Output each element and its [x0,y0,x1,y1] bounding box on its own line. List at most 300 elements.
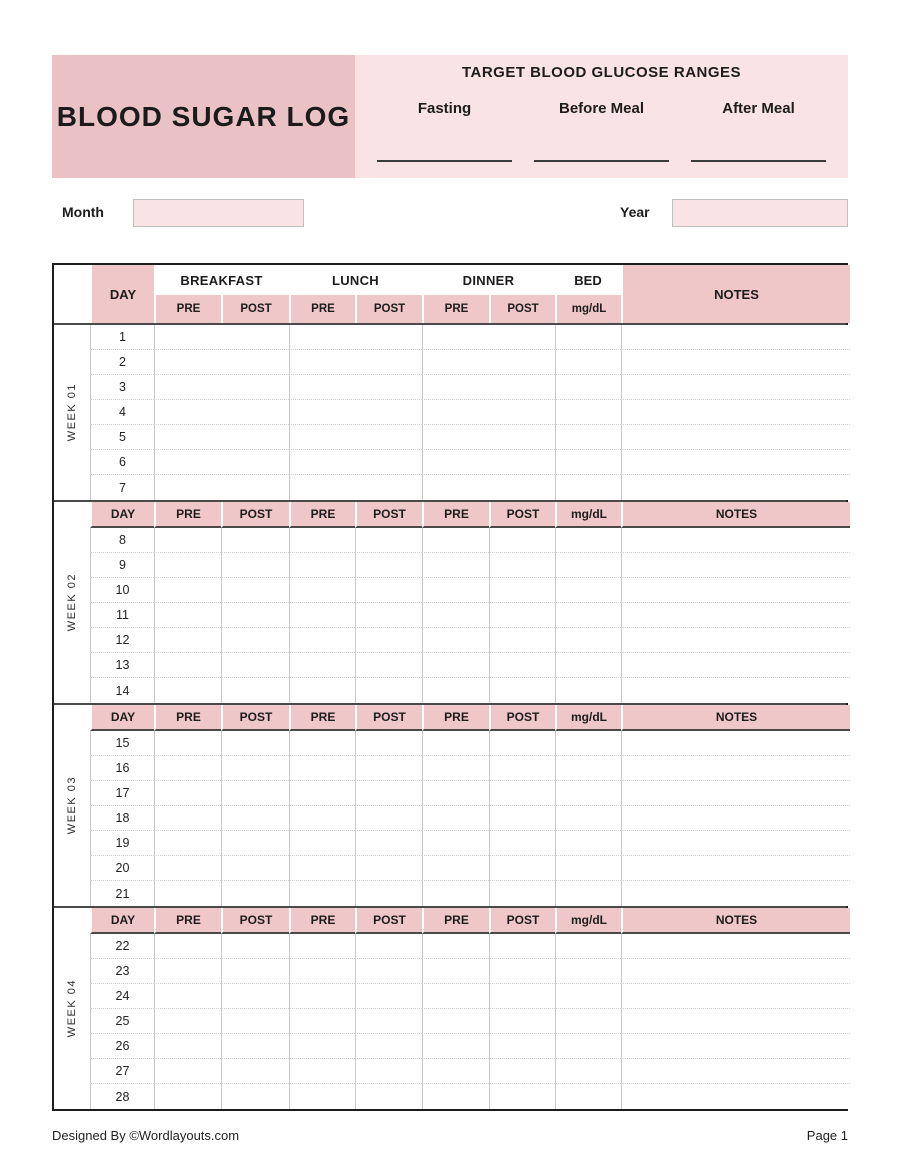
day-cell: 17 [90,781,154,806]
dinner-post-header: POST [489,295,555,323]
day-cell: 16 [90,756,154,781]
dinner-pre-cell[interactable] [422,756,489,781]
notes-entry-cell[interactable] [621,806,850,831]
breakfast-post-cell[interactable] [221,781,289,806]
dinner-pre-cell[interactable] [422,881,489,906]
page-number: Page 1 [806,1128,848,1143]
dinner-post-cell[interactable] [489,806,555,831]
breakfast-entry-cell[interactable] [154,350,289,375]
day-cell: 27 [90,1059,154,1084]
band-lunch-pre-label: PRE [289,502,355,528]
notes-entry-cell[interactable] [621,400,850,425]
lunch-entry-cell[interactable] [289,450,422,475]
band-breakfast-post-label: POST [221,502,289,528]
band-breakfast-pre-label: PRE [154,908,221,934]
day-cell: 12 [90,628,154,653]
day-cell: 23 [90,959,154,984]
breakfast-pre-cell[interactable] [154,1034,221,1059]
dinner-post-cell[interactable] [489,653,555,678]
notes-entry-cell[interactable] [621,934,850,959]
lunch-post-cell[interactable] [355,806,422,831]
lunch-pre-cell[interactable] [289,678,355,703]
page-footer [52,1128,848,1143]
dinner-post-cell[interactable] [489,553,555,578]
lunch-pre-cell[interactable] [289,553,355,578]
lunch-pre-cell[interactable] [289,881,355,906]
breakfast-pre-cell[interactable] [154,528,221,553]
bed-entry-cell[interactable] [555,856,621,881]
after-meal-label: After Meal [722,100,795,117]
lunch-post-cell[interactable] [355,831,422,856]
lunch-pre-cell[interactable] [289,984,355,1009]
breakfast-entry-cell[interactable] [154,400,289,425]
dinner-post-cell[interactable] [489,1009,555,1034]
target-ranges-title: TARGET BLOOD GLUCOSE RANGES [461,64,742,81]
bed-entry-cell[interactable] [555,653,621,678]
lunch-entry-cell[interactable] [289,425,422,450]
breakfast-pre-cell[interactable] [154,959,221,984]
day-cell: 9 [90,553,154,578]
band-breakfast-pre-label: PRE [154,502,221,528]
lunch-pre-cell[interactable] [289,731,355,756]
notes-entry-cell[interactable] [621,831,850,856]
bed-entry-cell[interactable] [555,425,621,450]
day-cell: 3 [90,375,154,400]
lunch-post-cell[interactable] [355,603,422,628]
week-label-cell [54,705,90,906]
dinner-pre-cell[interactable] [422,959,489,984]
dinner-post-cell[interactable] [489,678,555,703]
notes-entry-cell[interactable] [621,1059,850,1084]
notes-entry-cell[interactable] [621,375,850,400]
week-block [54,703,846,906]
breakfast-pre-cell[interactable] [154,934,221,959]
breakfast-post-cell[interactable] [221,1059,289,1084]
day-cell: 6 [90,450,154,475]
bed-entry-cell[interactable] [555,603,621,628]
lunch-post-cell[interactable] [355,731,422,756]
breakfast-pre-cell[interactable] [154,553,221,578]
breakfast-post-cell[interactable] [221,881,289,906]
breakfast-post-cell[interactable] [221,603,289,628]
log-table [52,263,848,1111]
bed-entry-cell[interactable] [555,756,621,781]
dinner-post-cell[interactable] [489,756,555,781]
breakfast-pre-cell[interactable] [154,653,221,678]
band-dinner-pre-label: PRE [422,908,489,934]
dinner-post-cell[interactable] [489,1034,555,1059]
month-year-row [52,199,848,227]
notes-entry-cell[interactable] [621,553,850,578]
bed-entry-cell[interactable] [555,528,621,553]
band-bed-unit-label: mg/dL [555,705,621,731]
band-dinner-pre-label: PRE [422,705,489,731]
week-label-cell [54,502,90,703]
notes-entry-cell[interactable] [621,528,850,553]
band-day-label: DAY [90,705,154,731]
day-cell: 20 [90,856,154,881]
week-label-cell [54,325,90,500]
band-lunch-pre-label: PRE [289,705,355,731]
day-cell: 7 [90,475,154,500]
lunch-pre-cell[interactable] [289,1009,355,1034]
breakfast-pre-cell[interactable] [154,781,221,806]
notes-entry-cell[interactable] [621,325,850,350]
day-cell: 13 [90,653,154,678]
breakfast-post-header: POST [221,295,289,323]
week-label: WEEK 02 [66,573,78,632]
breakfast-post-cell[interactable] [221,1084,289,1109]
breakfast-pre-cell[interactable] [154,756,221,781]
lunch-entry-cell[interactable] [289,400,422,425]
lunch-post-cell[interactable] [355,984,422,1009]
breakfast-post-cell[interactable] [221,959,289,984]
lunch-post-cell[interactable] [355,1009,422,1034]
lunch-pre-cell[interactable] [289,806,355,831]
week-label-cell [54,908,90,1109]
lunch-entry-cell[interactable] [289,350,422,375]
lunch-pre-header: PRE [289,295,355,323]
lunch-pre-cell[interactable] [289,1059,355,1084]
notes-entry-cell[interactable] [621,959,850,984]
band-bed-unit-label: mg/dL [555,502,621,528]
lunch-post-cell[interactable] [355,678,422,703]
breakfast-pre-cell[interactable] [154,881,221,906]
bed-entry-cell[interactable] [555,934,621,959]
band-lunch-post-label: POST [355,705,422,731]
year-input[interactable] [672,199,848,227]
month-label: Month [62,204,104,220]
dinner-pre-cell[interactable] [422,678,489,703]
day-cell: 14 [90,678,154,703]
lunch-pre-cell[interactable] [289,528,355,553]
breakfast-post-cell[interactable] [221,653,289,678]
week-block [54,500,846,703]
lunch-column-header: LUNCH [289,265,422,295]
band-notes-label: NOTES [621,705,850,731]
lunch-post-cell[interactable] [355,653,422,678]
lunch-post-cell[interactable] [355,756,422,781]
dinner-post-cell[interactable] [489,856,555,881]
band-dinner-post-label: POST [489,502,555,528]
bed-column-header: BED [555,265,621,295]
lunch-pre-cell[interactable] [289,1034,355,1059]
dinner-pre-cell[interactable] [422,1084,489,1109]
bed-entry-cell[interactable] [555,475,621,500]
day-cell: 18 [90,806,154,831]
lunch-pre-cell[interactable] [289,1084,355,1109]
dinner-entry-cell[interactable] [422,400,555,425]
dinner-entry-cell[interactable] [422,350,555,375]
band-dinner-post-label: POST [489,705,555,731]
day-cell: 22 [90,934,154,959]
bed-entry-cell[interactable] [555,731,621,756]
bed-entry-cell[interactable] [555,984,621,1009]
notes-entry-cell[interactable] [621,678,850,703]
week-block [54,906,846,1109]
breakfast-pre-cell[interactable] [154,1009,221,1034]
bed-entry-cell[interactable] [555,375,621,400]
bed-entry-cell[interactable] [555,450,621,475]
band-breakfast-post-label: POST [221,705,289,731]
notes-entry-cell[interactable] [621,881,850,906]
notes-entry-cell[interactable] [621,781,850,806]
dinner-pre-cell[interactable] [422,603,489,628]
week-label: WEEK 03 [66,776,78,835]
dinner-post-cell[interactable] [489,831,555,856]
day-cell: 15 [90,731,154,756]
breakfast-entry-cell[interactable] [154,425,289,450]
day-cell: 24 [90,984,154,1009]
dinner-post-cell[interactable] [489,731,555,756]
notes-entry-cell[interactable] [621,984,850,1009]
lunch-post-cell[interactable] [355,578,422,603]
bed-entry-cell[interactable] [555,678,621,703]
week-label: WEEK 01 [66,383,78,442]
bed-entry-cell[interactable] [555,1034,621,1059]
notes-column-header: NOTES [621,265,850,323]
dinner-post-cell[interactable] [489,984,555,1009]
bed-entry-cell[interactable] [555,1059,621,1084]
day-cell: 5 [90,425,154,450]
day-cell: 1 [90,325,154,350]
after-meal-field[interactable] [691,144,826,162]
breakfast-pre-cell[interactable] [154,984,221,1009]
notes-entry-cell[interactable] [621,628,850,653]
dinner-post-cell[interactable] [489,781,555,806]
lunch-pre-cell[interactable] [289,756,355,781]
dinner-post-cell[interactable] [489,959,555,984]
lunch-post-cell[interactable] [355,553,422,578]
breakfast-entry-cell[interactable] [154,450,289,475]
breakfast-post-cell[interactable] [221,806,289,831]
target-fields-row [355,144,848,162]
bed-entry-cell[interactable] [555,400,621,425]
lunch-post-cell[interactable] [355,1059,422,1084]
dinner-pre-cell[interactable] [422,1034,489,1059]
breakfast-post-cell[interactable] [221,1034,289,1059]
month-input[interactable] [133,199,304,227]
notes-entry-cell[interactable] [621,425,850,450]
notes-entry-cell[interactable] [621,731,850,756]
lunch-pre-cell[interactable] [289,603,355,628]
day-cell: 26 [90,1034,154,1059]
dinner-pre-cell[interactable] [422,856,489,881]
notes-entry-cell[interactable] [621,756,850,781]
breakfast-post-cell[interactable] [221,831,289,856]
lunch-post-cell[interactable] [355,856,422,881]
notes-entry-cell[interactable] [621,856,850,881]
breakfast-entry-cell[interactable] [154,375,289,400]
lunch-post-cell[interactable] [355,528,422,553]
year-label: Year [620,204,650,220]
dinner-entry-cell[interactable] [422,475,555,500]
dinner-pre-header: PRE [422,295,489,323]
lunch-pre-cell[interactable] [289,959,355,984]
notes-entry-cell[interactable] [621,350,850,375]
dinner-post-cell[interactable] [489,881,555,906]
breakfast-post-cell[interactable] [221,553,289,578]
breakfast-pre-cell[interactable] [154,578,221,603]
lunch-post-header: POST [355,295,422,323]
dinner-pre-cell[interactable] [422,653,489,678]
band-notes-label: NOTES [621,908,850,934]
week-label: WEEK 04 [66,979,78,1038]
lunch-pre-cell[interactable] [289,934,355,959]
dinner-pre-cell[interactable] [422,984,489,1009]
band-bed-unit-label: mg/dL [555,908,621,934]
dinner-post-cell[interactable] [489,528,555,553]
dinner-entry-cell[interactable] [422,325,555,350]
lunch-pre-cell[interactable] [289,653,355,678]
dinner-post-cell[interactable] [489,1059,555,1084]
lunch-post-cell[interactable] [355,934,422,959]
bed-entry-cell[interactable] [555,959,621,984]
dinner-pre-cell[interactable] [422,934,489,959]
bed-entry-cell[interactable] [555,350,621,375]
before-meal-label: Before Meal [558,100,645,117]
breakfast-post-cell[interactable] [221,934,289,959]
table-header [54,265,846,325]
bed-entry-cell[interactable] [555,553,621,578]
day-column-header: DAY [90,265,154,323]
lunch-post-cell[interactable] [355,881,422,906]
fasting-field[interactable] [377,144,512,162]
dinner-pre-cell[interactable] [422,528,489,553]
breakfast-pre-cell[interactable] [154,856,221,881]
lunch-entry-cell[interactable] [289,325,422,350]
breakfast-pre-cell[interactable] [154,831,221,856]
dinner-pre-cell[interactable] [422,578,489,603]
band-breakfast-pre-label: PRE [154,705,221,731]
breakfast-pre-cell[interactable] [154,1059,221,1084]
day-cell: 19 [90,831,154,856]
day-cell: 10 [90,578,154,603]
bed-entry-cell[interactable] [555,881,621,906]
band-lunch-post-label: POST [355,908,422,934]
page-title: BLOOD SUGAR LOG [56,100,351,132]
dinner-post-cell[interactable] [489,934,555,959]
breakfast-pre-cell[interactable] [154,731,221,756]
breakfast-pre-header: PRE [154,295,221,323]
dinner-entry-cell[interactable] [422,375,555,400]
band-lunch-pre-label: PRE [289,908,355,934]
band-dinner-post-label: POST [489,908,555,934]
lunch-post-cell[interactable] [355,1084,422,1109]
breakfast-pre-cell[interactable] [154,806,221,831]
breakfast-post-cell[interactable] [221,856,289,881]
lunch-post-cell[interactable] [355,628,422,653]
lunch-pre-cell[interactable] [289,856,355,881]
breakfast-post-cell[interactable] [221,984,289,1009]
dinner-pre-cell[interactable] [422,831,489,856]
notes-entry-cell[interactable] [621,603,850,628]
breakfast-pre-cell[interactable] [154,603,221,628]
notes-entry-cell[interactable] [621,1034,850,1059]
breakfast-post-cell[interactable] [221,578,289,603]
notes-entry-cell[interactable] [621,653,850,678]
day-cell: 11 [90,603,154,628]
band-day-label: DAY [90,502,154,528]
bed-entry-cell[interactable] [555,806,621,831]
breakfast-entry-cell[interactable] [154,475,289,500]
fasting-label: Fasting [417,100,472,117]
lunch-entry-cell[interactable] [289,375,422,400]
target-labels-row [355,100,848,117]
bed-unit-header: mg/dL [555,295,621,323]
band-notes-label: NOTES [621,502,850,528]
lunch-post-cell[interactable] [355,959,422,984]
dinner-pre-cell[interactable] [422,1059,489,1084]
day-cell: 4 [90,400,154,425]
dinner-pre-cell[interactable] [422,553,489,578]
lunch-pre-cell[interactable] [289,628,355,653]
dinner-pre-cell[interactable] [422,781,489,806]
bed-entry-cell[interactable] [555,325,621,350]
dinner-pre-cell[interactable] [422,628,489,653]
breakfast-pre-cell[interactable] [154,678,221,703]
day-cell: 21 [90,881,154,906]
breakfast-entry-cell[interactable] [154,325,289,350]
lunch-pre-cell[interactable] [289,578,355,603]
band-dinner-pre-label: PRE [422,502,489,528]
breakfast-post-cell[interactable] [221,528,289,553]
day-cell: 25 [90,1009,154,1034]
table-body [54,325,846,1109]
dinner-pre-cell[interactable] [422,806,489,831]
lunch-post-cell[interactable] [355,1034,422,1059]
breakfast-post-cell[interactable] [221,756,289,781]
dinner-pre-cell[interactable] [422,731,489,756]
lunch-pre-cell[interactable] [289,831,355,856]
notes-entry-cell[interactable] [621,450,850,475]
notes-entry-cell[interactable] [621,578,850,603]
lunch-post-cell[interactable] [355,781,422,806]
day-cell: 2 [90,350,154,375]
lunch-pre-cell[interactable] [289,781,355,806]
band-day-label: DAY [90,908,154,934]
bed-entry-cell[interactable] [555,1084,621,1109]
dinner-post-cell[interactable] [489,628,555,653]
bed-entry-cell[interactable] [555,578,621,603]
band-lunch-post-label: POST [355,502,422,528]
dinner-post-cell[interactable] [489,603,555,628]
breakfast-pre-cell[interactable] [154,628,221,653]
breakfast-post-cell[interactable] [221,678,289,703]
day-cell: 28 [90,1084,154,1109]
before-meal-field[interactable] [534,144,669,162]
lunch-entry-cell[interactable] [289,475,422,500]
dinner-post-cell[interactable] [489,1084,555,1109]
dinner-entry-cell[interactable] [422,425,555,450]
bed-entry-cell[interactable] [555,781,621,806]
bed-entry-cell[interactable] [555,831,621,856]
week-column-header [54,265,90,323]
breakfast-pre-cell[interactable] [154,1084,221,1109]
notes-entry-cell[interactable] [621,475,850,500]
dinner-pre-cell[interactable] [422,1009,489,1034]
bed-entry-cell[interactable] [555,628,621,653]
notes-entry-cell[interactable] [621,1084,850,1109]
dinner-entry-cell[interactable] [422,450,555,475]
notes-entry-cell[interactable] [621,1009,850,1034]
breakfast-post-cell[interactable] [221,628,289,653]
band-breakfast-post-label: POST [221,908,289,934]
bed-entry-cell[interactable] [555,1009,621,1034]
dinner-post-cell[interactable] [489,578,555,603]
breakfast-post-cell[interactable] [221,731,289,756]
breakfast-post-cell[interactable] [221,1009,289,1034]
